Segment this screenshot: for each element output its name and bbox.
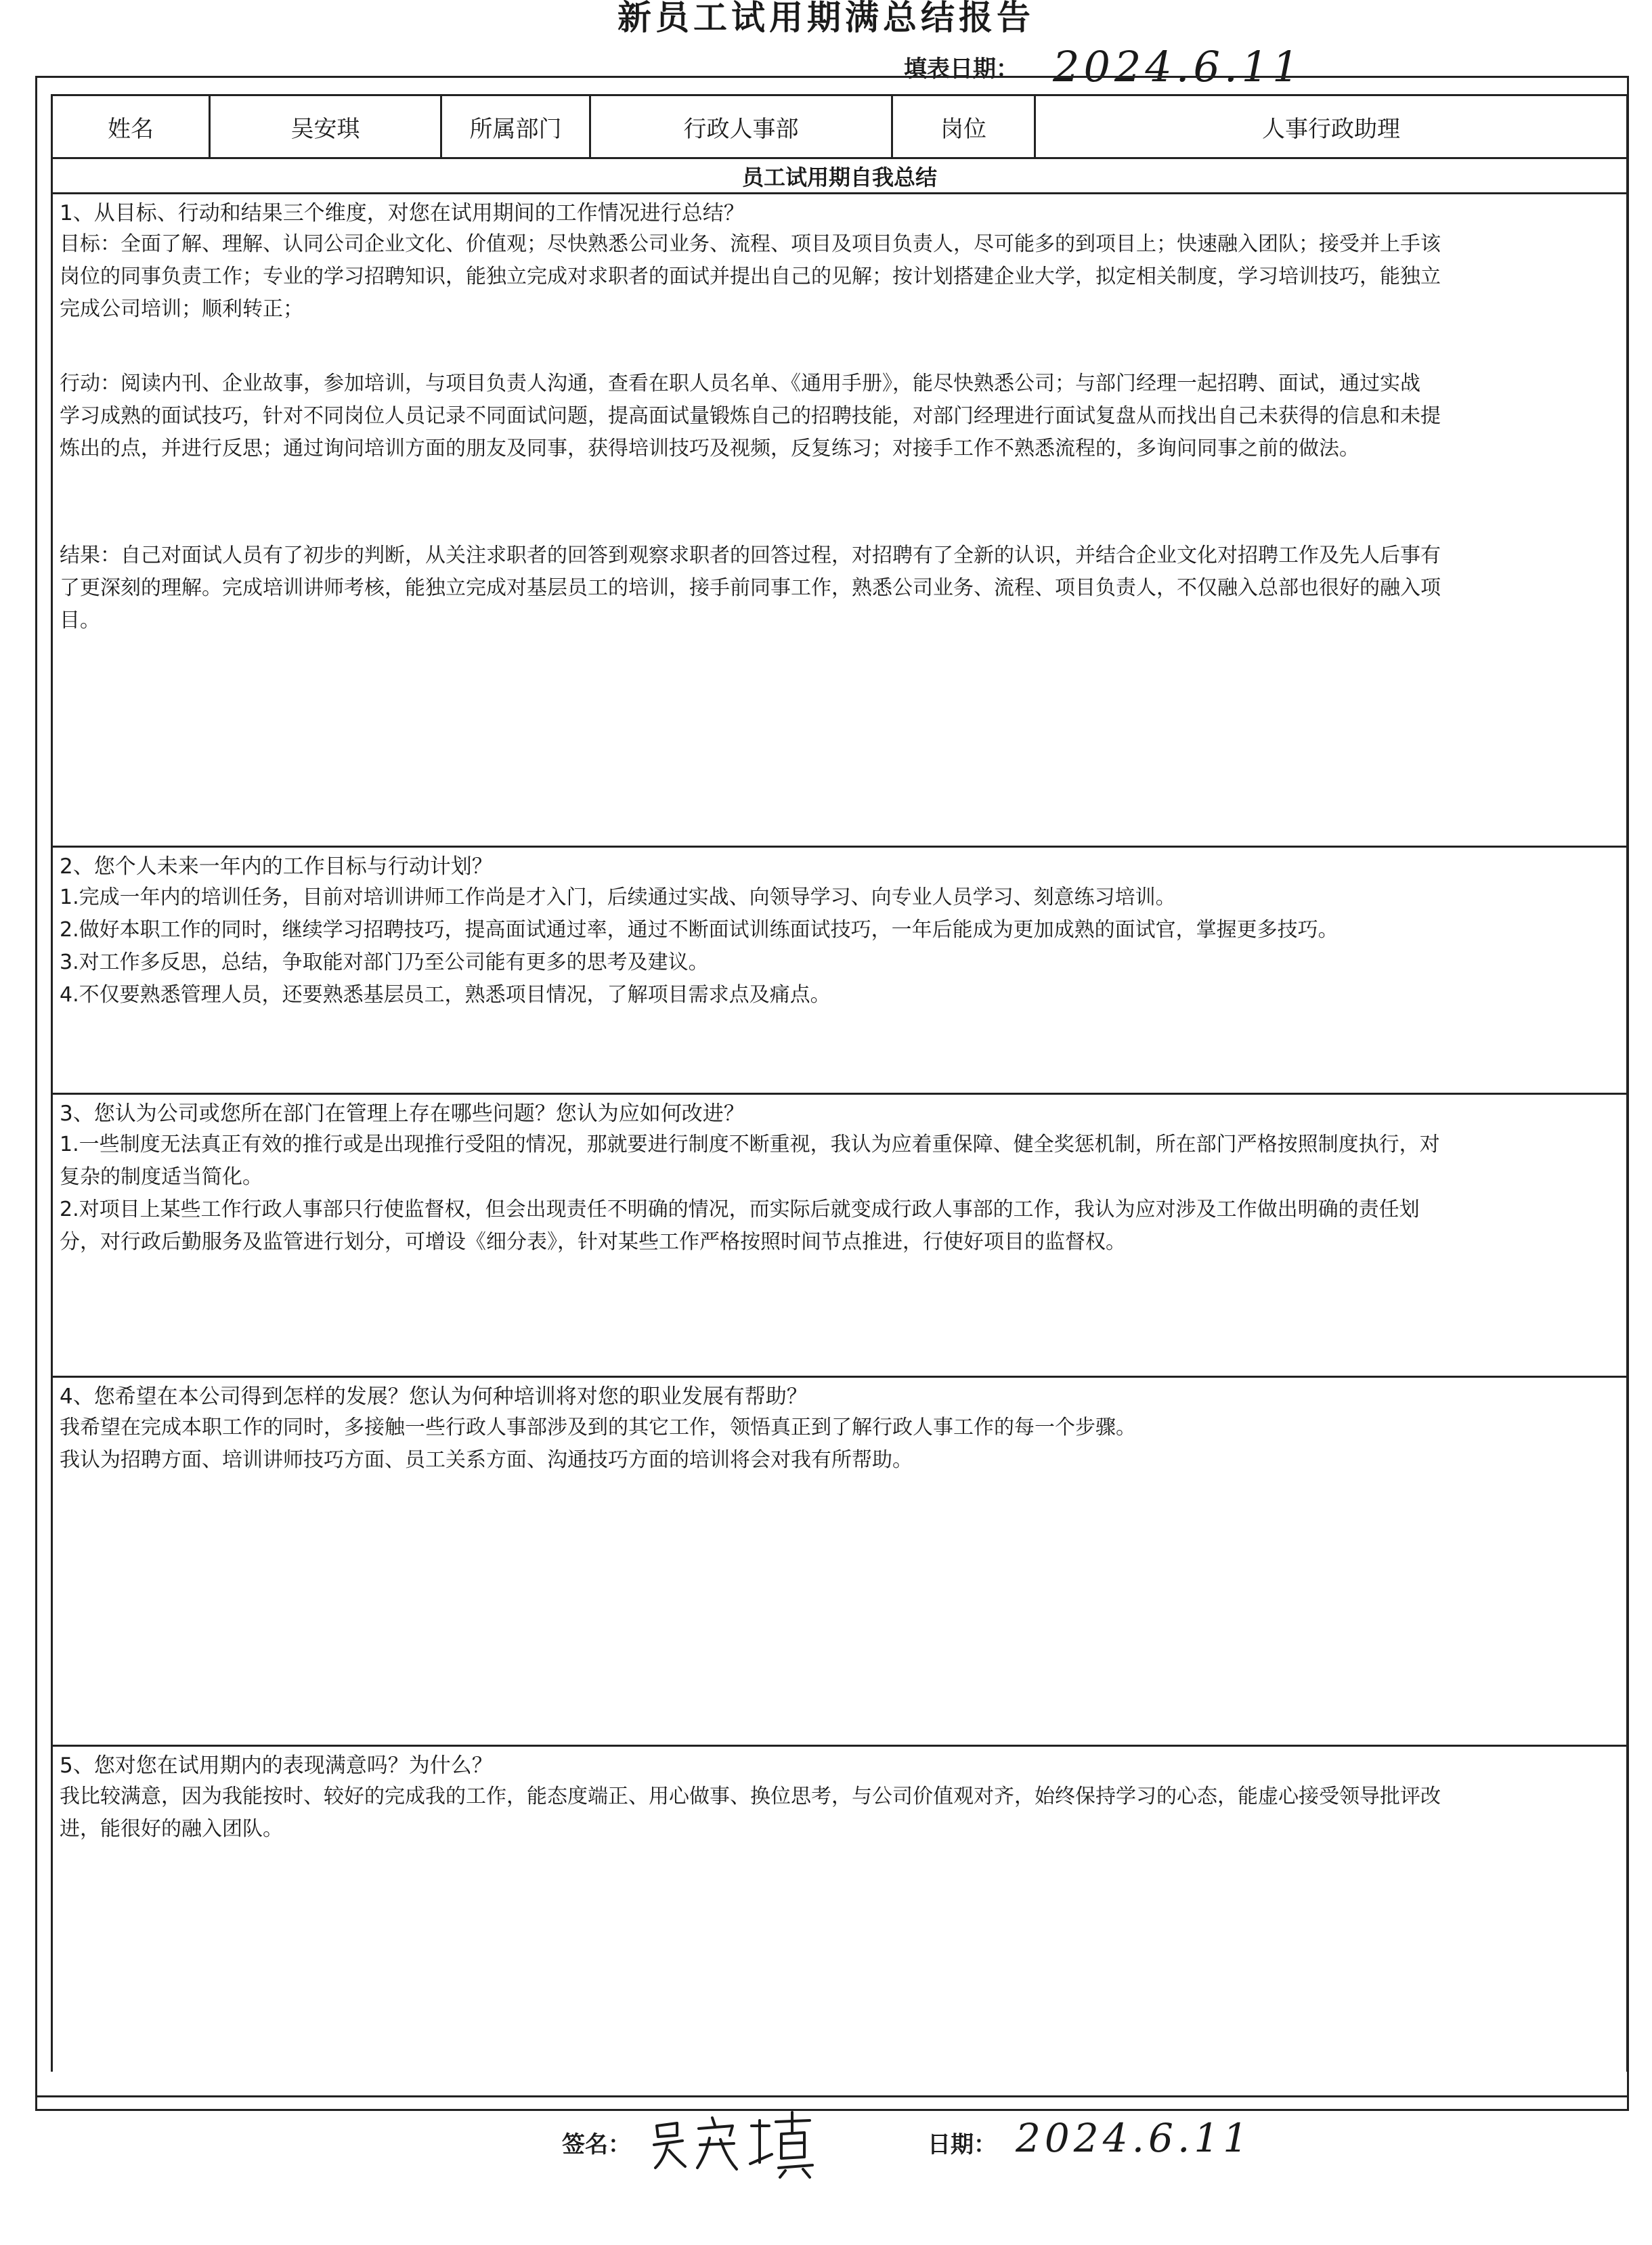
- plan-line: 4.不仅要熟悉管理人员，还要熟悉基层员工，熟悉项目情况，了解项目需求点及痛点。: [60, 983, 831, 1007]
- issue-line: 分，对行政后勤服务及监管进行划分，可增设《细分表》，针对某些工作严格按照时间节点推进，行使好项目的监督权。: [60, 1230, 1126, 1254]
- dept-label: 所属部门: [442, 96, 591, 157]
- section-question: 5、您对您在试用期内的表现满意吗？为什么？: [60, 1753, 493, 1778]
- signature-row: [0, 2106, 1652, 2180]
- name-value: 吴安琪: [211, 96, 442, 157]
- goal-line: 目标：全面了解、理解、认同公司企业文化、价值观；尽快熟悉公司业务、流程、项目及项目负责人，尽可能多的到项目上；快速融入团队；接受并上手该: [60, 232, 1441, 256]
- section-satisfaction: [51, 1747, 1628, 2072]
- satisfaction-line: 我比较满意，因为我能按时、较好的完成我的工作，能态度端正、用心做事、换位思考，与公司价值观对齐，始终保持学习的心态，能虚心接受领导批评改: [60, 1785, 1441, 1808]
- result-line: 目。: [60, 609, 100, 632]
- issue-line: 2.对项目上某些工作行政人事部只行使监督权，但会出现责任不明确的情况，而实际后就变成行政人事部的工作，我认为应对涉及工作做出明确的责任划: [60, 1198, 1420, 1221]
- plan-line: 2.做好本职工作的同时，继续学习招聘技巧，提高面试通过率，通过不断面试训练面试技巧，一年后能成为更加成熟的面试官，掌握更多技巧。: [60, 918, 1339, 942]
- section-summary: [51, 194, 1628, 848]
- section-development: [51, 1378, 1628, 1747]
- section-question: 4、您希望在本公司得到怎样的发展？您认为何种培训将对您的职业发展有帮助？: [60, 1385, 808, 1409]
- info-row: [51, 94, 1628, 159]
- plan-line: 3.对工作多反思，总结，争取能对部门乃至公司能有更多的思考及建议。: [60, 951, 709, 974]
- development-line: 我希望在完成本职工作的同时，多接触一些行政人事部涉及到的其它工作，领悟真正到了解行政人事工作的每一个步骤。: [60, 1416, 1136, 1439]
- section-question: 2、您个人未来一年内的工作目标与行动计划？: [60, 854, 493, 879]
- fill-date-label: 填表日期：: [904, 55, 1019, 83]
- goal-line: 完成公司培训；顺利转正；: [60, 297, 303, 321]
- result-line: 结果：自己对面试人员有了初步的判断，从关注求职者的回答到观察求职者的回答过程，对招聘有了全新的认识，并结合企业文化对招聘工作及先人后事有: [60, 544, 1441, 567]
- section-plan: [51, 848, 1628, 1095]
- handwritten-signature-icon: [650, 2106, 819, 2180]
- fill-date-value: 2024.6.11: [1053, 41, 1303, 91]
- plan-line: 1.完成一年内的培训任务，目前对培训讲师工作尚是才入门，后续通过实战、向领导学习、向专业人员学习、刻意练习培训。: [60, 886, 1176, 909]
- section-banner: 员工试用期自我总结: [51, 159, 1628, 194]
- issue-line: 复杂的制度适当简化。: [60, 1165, 263, 1189]
- post-label: 岗位: [893, 96, 1036, 157]
- page-title: 新员工试用期满总结报告: [617, 0, 1035, 37]
- result-line: 了更深刻的理解。完成培训讲师考核，能独立完成对基层员工的培训，接手前同事工作，熟悉公司业务、流程、项目负责人，不仅融入总部也很好的融入项: [60, 576, 1441, 600]
- name-label: 姓名: [53, 96, 211, 157]
- post-value: 人事行政助理: [1262, 115, 1400, 143]
- signature-divider: [35, 2095, 1629, 2097]
- action-line: 炼出的点，并进行反思；通过询问培训方面的朋友及同事，获得培训技巧及视频，反复练习；对接手工作不熟悉流程的，多询问同事之前的做法。: [60, 437, 1360, 460]
- section-question: 3、您认为公司或您所在部门在管理上存在哪些问题？您认为应如何改进？: [60, 1102, 745, 1126]
- section-question: 1、从目标、行动和结果三个维度，对您在试用期间的工作情况进行总结？: [60, 201, 745, 225]
- action-line: 学习成熟的面试技巧，针对不同岗位人员记录不同面试问题，提高面试量锻炼自己的招聘技能，对部门经理进行面试复盘从而找出自己未获得的信息和未提: [60, 404, 1441, 428]
- dept-value: 行政人事部: [591, 96, 893, 157]
- date-label: 日期：: [928, 2131, 997, 2158]
- section-issues: [51, 1095, 1628, 1378]
- issue-line: 1.一些制度无法真正有效的推行或是出现推行受阻的情况，那就要进行制度不断重视，我认为应着重保障、健全奖惩机制，所在部门严格按照制度执行，对: [60, 1133, 1440, 1156]
- signature-label: 签名：: [562, 2131, 631, 2158]
- development-line: 我认为招聘方面、培训讲师技巧方面、员工关系方面、沟通技巧方面的培训将会对我有所帮助。: [60, 1448, 913, 1472]
- goal-line: 岗位的同事负责工作；专业的学习招聘知识，能独立完成对求职者的面试并提出自己的见解；按计划搭建企业大学，拟定相关制度，学习培训技巧，能独立: [60, 265, 1441, 288]
- date-value: 2024.6.11: [1016, 2115, 1253, 2161]
- action-line: 行动：阅读内刊、企业故事，参加培训，与项目负责人沟通，查看在职人员名单、《通用手册》，能尽快熟悉公司；与部门经理一起招聘、面试，通过实战: [60, 372, 1420, 395]
- satisfaction-line: 进，能很好的融入团队。: [60, 1817, 283, 1841]
